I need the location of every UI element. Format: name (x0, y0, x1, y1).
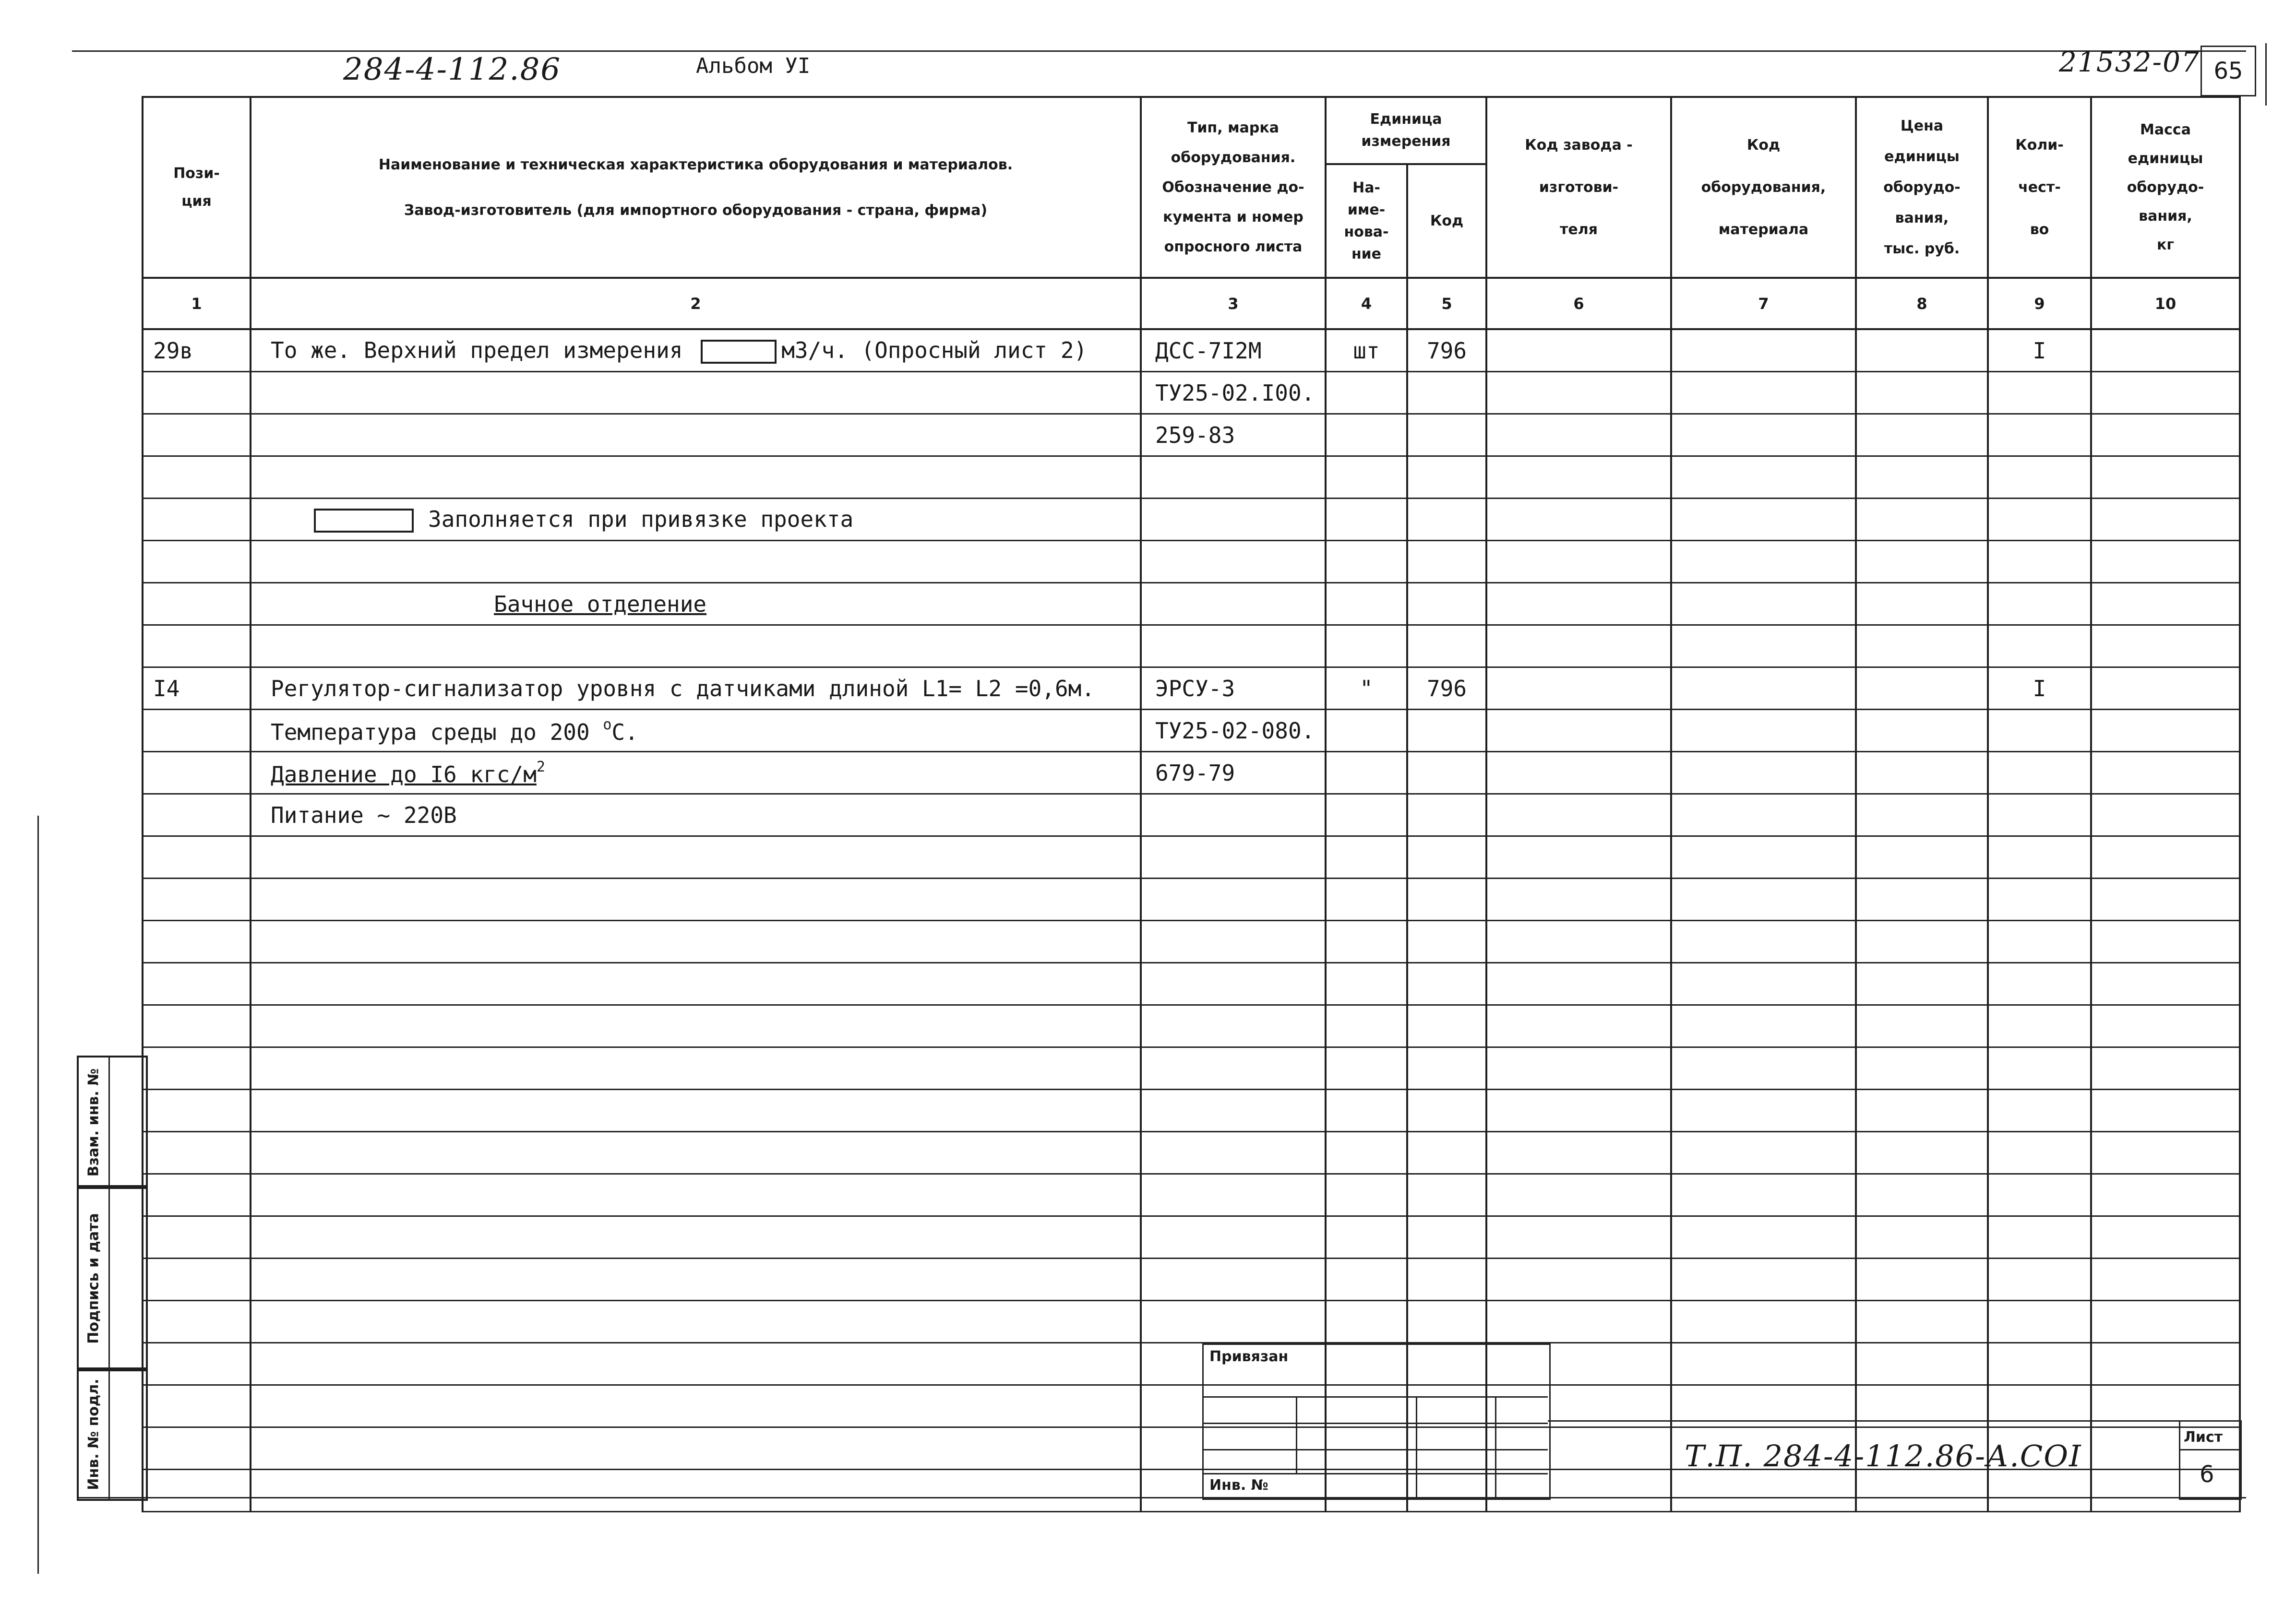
col-header-9: Коли- чест- во (1988, 97, 2091, 278)
name-text: Давление до I6 кгс/м (271, 761, 537, 787)
mass-cell (2091, 456, 2240, 499)
col-header-5: Код (1407, 164, 1486, 278)
price-cell (1856, 456, 1988, 499)
unit-code-cell (1407, 752, 1486, 794)
type-cell (1141, 625, 1326, 667)
type-cell (1141, 541, 1326, 583)
mass-cell (2091, 499, 2240, 541)
quantity-cell (1988, 414, 2091, 456)
type-cell (1141, 583, 1326, 625)
quantity-cell (1988, 456, 2091, 499)
price-cell (1856, 794, 1988, 836)
quantity-cell (1988, 625, 2091, 667)
position-cell (143, 710, 251, 752)
table-row (143, 541, 2240, 583)
title-block-top-line (1548, 1420, 2239, 1422)
position-cell (143, 541, 251, 583)
type-cell: ТУ25-02.I00. (1141, 372, 1326, 414)
unit-cell (1326, 414, 1407, 456)
equipment-code-cell (1671, 541, 1856, 583)
unit-cell (1326, 456, 1407, 499)
col-num-6: 6 (1486, 278, 1671, 329)
sheet-number: 6 (2200, 1461, 2214, 1488)
name-text-tail: м3/ч. (Опросный лист 2) (781, 337, 1088, 363)
linked-block-line (1296, 1396, 1297, 1473)
quantity-cell: I (1988, 667, 2091, 710)
name-text: То же. Верхний предел измерения (271, 337, 683, 363)
col-num-5: 5 (1407, 278, 1486, 329)
col-num-2: 2 (251, 278, 1141, 329)
table-row (143, 372, 2240, 414)
price-cell (1856, 499, 1988, 541)
table-row (143, 1132, 2240, 1174)
unit-cell (1326, 499, 1407, 541)
name-cell (251, 752, 1141, 794)
equipment-code-cell (1671, 583, 1856, 625)
position-cell (143, 752, 251, 794)
col-num-9: 9 (1988, 278, 2091, 329)
equipment-code-cell (1671, 372, 1856, 414)
name-cell (251, 414, 1141, 456)
factory-code-cell (1486, 499, 1671, 541)
factory-code-cell (1486, 329, 1671, 372)
col-header-2: Наименование и техническая характеристика оборудования и материалов. Завод-изготовитель (для импортного оборудования - страна, фирма) (251, 97, 1141, 278)
unit-cell (1326, 541, 1407, 583)
price-cell (1856, 329, 1988, 372)
unit-code-cell (1407, 499, 1486, 541)
col-num-10: 10 (2091, 278, 2240, 329)
right-frame-line (2265, 43, 2267, 106)
table-row (143, 879, 2240, 921)
linked-block-line (1416, 1396, 1417, 1497)
table-row (143, 667, 2240, 710)
factory-code-cell (1486, 541, 1671, 583)
linked-block-line (1495, 1396, 1496, 1497)
factory-code-cell (1486, 625, 1671, 667)
price-cell (1856, 541, 1988, 583)
col-header-4: На- име- нова- ние (1326, 164, 1407, 278)
factory-code-cell (1486, 667, 1671, 710)
unit-cell (1326, 625, 1407, 667)
mass-cell (2091, 414, 2240, 456)
table-row (143, 921, 2240, 963)
unit-code-cell (1407, 372, 1486, 414)
price-cell (1856, 372, 1988, 414)
table-row (143, 1216, 2240, 1259)
page-number-box (2200, 46, 2256, 96)
sheet-box-divider (2179, 1449, 2239, 1450)
col-num-4: 4 (1326, 278, 1407, 329)
quantity-cell (1988, 583, 2091, 625)
unit-code-cell (1407, 541, 1486, 583)
linked-label: Привязан (1209, 1348, 1289, 1365)
album-label: Альбом УI (696, 54, 811, 78)
factory-code-cell (1486, 752, 1671, 794)
name-cell: Регулятор-сигнализатор уровня с датчиками длиной L1= L2 =0,6м. (251, 667, 1141, 710)
position-cell (143, 794, 251, 836)
equipment-code-cell (1671, 710, 1856, 752)
equipment-code-cell (1671, 329, 1856, 372)
table-row (143, 1174, 2240, 1216)
name-cell (251, 625, 1141, 667)
equipment-code-cell (1671, 625, 1856, 667)
type-cell: 679-79 (1141, 752, 1326, 794)
unit-code-cell: 796 (1407, 667, 1486, 710)
name-cell (251, 456, 1141, 499)
type-cell (1141, 456, 1326, 499)
mass-cell (2091, 794, 2240, 836)
table-row (143, 625, 2240, 667)
stamp-label-original-inv: Инв. № подл. (85, 1378, 102, 1490)
table-row (143, 1343, 2240, 1385)
col-header-6: Код завода - изготови- теля (1486, 97, 1671, 278)
factory-code-cell (1486, 794, 1671, 836)
table-row (143, 963, 2240, 1005)
table-row (143, 499, 2240, 541)
stamp-label-signature-date: Подпись и дата (85, 1212, 102, 1344)
factory-code-cell (1486, 414, 1671, 456)
page-number: 65 (2213, 58, 2243, 84)
name-cell (251, 710, 1141, 752)
table-row (143, 1470, 2240, 1512)
unit-cell (1326, 794, 1407, 836)
stamp-signature-date (77, 1185, 148, 1371)
table-row (143, 1047, 2240, 1090)
unit-code-cell (1407, 625, 1486, 667)
stamp-original-inv (77, 1367, 148, 1501)
quantity-cell (1988, 794, 2091, 836)
table-row (143, 1005, 2240, 1047)
factory-code-cell (1486, 583, 1671, 625)
stamp-label-replaced-inv: Взам. инв. № (85, 1068, 102, 1176)
price-cell (1856, 414, 1988, 456)
inventory-code: 21532-07 (2059, 46, 2200, 78)
unit-code-cell (1407, 456, 1486, 499)
equipment-code-cell (1671, 499, 1856, 541)
unit-cell (1326, 583, 1407, 625)
mass-cell (2091, 583, 2240, 625)
table-row (143, 794, 2240, 836)
position-cell (143, 456, 251, 499)
inv-number-label: Инв. № (1209, 1477, 1268, 1494)
name-cell (251, 372, 1141, 414)
name-text: Температура среды до 200 (271, 719, 603, 745)
degree-superscript: о (603, 716, 612, 733)
price-cell (1856, 583, 1988, 625)
mass-cell (2091, 541, 2240, 583)
mass-cell (2091, 329, 2240, 372)
position-cell: 29в (143, 329, 251, 372)
col-header-8: Цена единицы оборудо- вания, тыс. руб. (1856, 97, 1988, 278)
equipment-code-cell (1671, 667, 1856, 710)
column-numbers-row (143, 278, 2240, 329)
unit-cell: " (1326, 667, 1407, 710)
col-num-1: 1 (143, 278, 251, 329)
name-text-tail: С. (611, 719, 638, 745)
unit-cell: шт (1326, 329, 1407, 372)
price-cell (1856, 667, 1988, 710)
mass-cell (2091, 710, 2240, 752)
factory-code-cell (1486, 456, 1671, 499)
table-row (143, 710, 2240, 752)
table-row (143, 414, 2240, 456)
col-header-1: Пози- ция (143, 97, 251, 278)
col-num-7: 7 (1671, 278, 1856, 329)
mass-cell (2091, 625, 2240, 667)
table-row (143, 583, 2240, 625)
table-row (143, 1090, 2240, 1132)
table-row (143, 456, 2240, 499)
specification-table (142, 96, 2241, 1512)
document-designation: Т.П. 284-4-112.86-А.СОI (1685, 1438, 2082, 1473)
header-row (143, 97, 2240, 164)
quantity-cell (1988, 499, 2091, 541)
type-cell: ТУ25-02-080. (1141, 710, 1326, 752)
col-header-10: Масса единицы оборудо- вания, кг (2091, 97, 2240, 278)
name-cell (251, 541, 1141, 583)
mass-cell (2091, 667, 2240, 710)
position-cell (143, 499, 251, 541)
position-cell (143, 372, 251, 414)
section-heading: Бачное отделение (494, 591, 707, 617)
quantity-cell (1988, 710, 2091, 752)
price-cell (1856, 710, 1988, 752)
unit-cell (1326, 752, 1407, 794)
table-row (143, 1259, 2240, 1301)
type-cell (1141, 499, 1326, 541)
exponent-superscript: 2 (536, 758, 545, 775)
table-row (143, 836, 2240, 879)
handwritten-code: 284-4-112.86 (343, 52, 562, 87)
unit-code-cell: 796 (1407, 329, 1486, 372)
unit-code-cell (1407, 583, 1486, 625)
unit-code-cell (1407, 414, 1486, 456)
quantity-cell (1988, 752, 2091, 794)
position-cell (143, 583, 251, 625)
col-num-8: 8 (1856, 278, 1988, 329)
table-row (143, 752, 2240, 794)
stamp-replaced-inv (77, 1056, 148, 1189)
type-cell: ЭРСУ-3 (1141, 667, 1326, 710)
name-cell (251, 499, 1141, 541)
table-row (143, 329, 2240, 372)
unit-cell (1326, 710, 1407, 752)
blank-field-box (314, 509, 414, 533)
price-cell (1856, 625, 1988, 667)
col-header-7: Код оборудования, материала (1671, 97, 1856, 278)
name-cell (251, 583, 1141, 625)
quantity-cell: I (1988, 329, 2091, 372)
equipment-code-cell (1671, 794, 1856, 836)
unit-group-header: Единица измерения (1326, 97, 1486, 164)
factory-code-cell (1486, 710, 1671, 752)
mass-cell (2091, 752, 2240, 794)
note-text: Заполняется при привязке проекта (428, 506, 854, 532)
col-header-3: Тип, марка оборудования. Обозначение до- кумента и номер опросного листа (1141, 97, 1326, 278)
name-cell: Питание ~ 220В (251, 794, 1141, 836)
sheet-label: Лист (2184, 1429, 2223, 1446)
type-cell: ДСС-7I2М (1141, 329, 1326, 372)
left-frame-edge (37, 816, 39, 1574)
unit-code-cell (1407, 710, 1486, 752)
type-cell: 259-83 (1141, 414, 1326, 456)
position-cell (143, 625, 251, 667)
equipment-code-cell (1671, 456, 1856, 499)
equipment-code-cell (1671, 752, 1856, 794)
col-num-3: 3 (1141, 278, 1326, 329)
position-cell: I4 (143, 667, 251, 710)
position-cell (143, 414, 251, 456)
type-cell (1141, 794, 1326, 836)
quantity-cell (1988, 541, 2091, 583)
unit-code-cell (1407, 794, 1486, 836)
table-row (143, 1301, 2240, 1343)
factory-code-cell (1486, 372, 1671, 414)
mass-cell (2091, 372, 2240, 414)
equipment-code-cell (1671, 414, 1856, 456)
unit-cell (1326, 372, 1407, 414)
quantity-cell (1988, 372, 2091, 414)
blank-field-box (701, 340, 777, 364)
price-cell (1856, 752, 1988, 794)
name-cell (251, 329, 1141, 372)
